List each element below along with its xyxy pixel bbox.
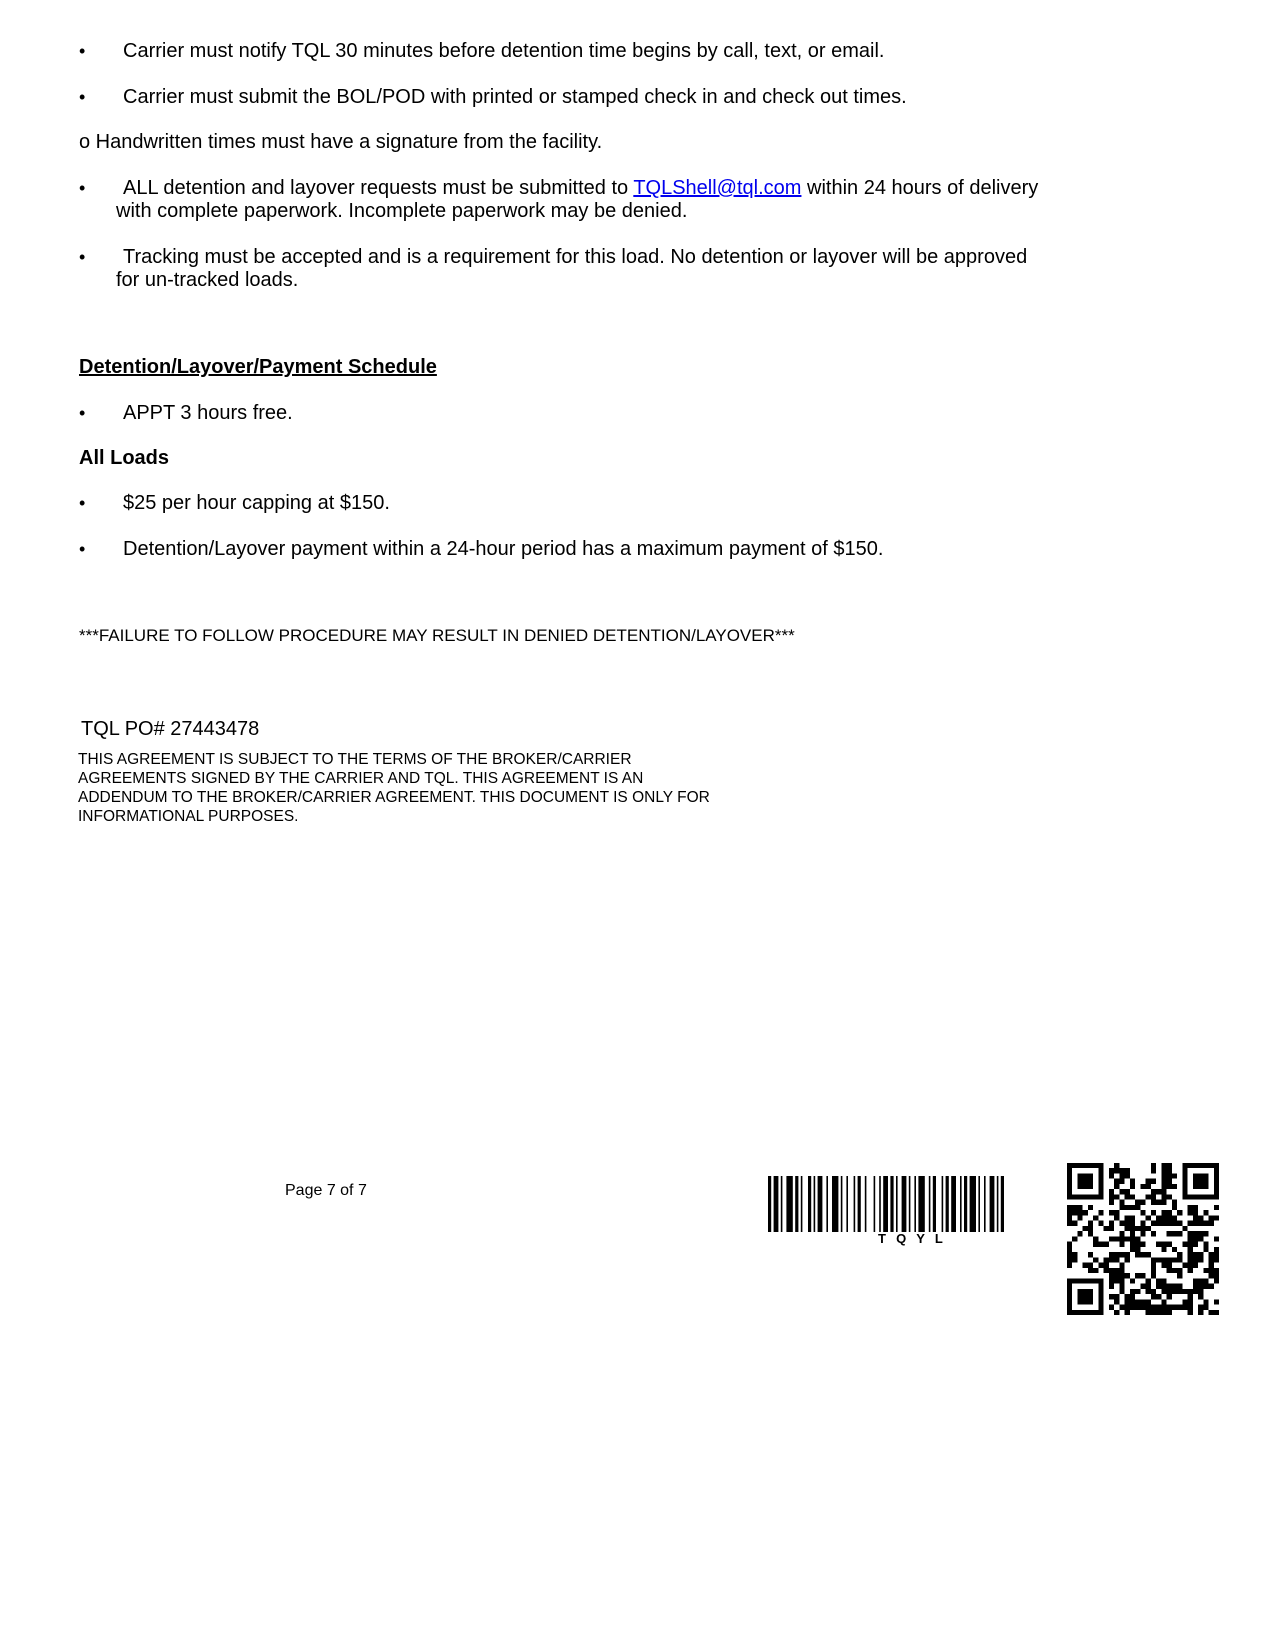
list-item: APPT 3 hours free. <box>123 402 293 424</box>
section-heading: Detention/Layover/Payment Schedule <box>79 356 437 378</box>
bullet-glyph: • <box>79 247 86 267</box>
barcode-image <box>768 1176 1053 1236</box>
warning-text: ***FAILURE TO FOLLOW PROCEDURE MAY RESULT IN DENIED DETENTION/LAYOVER*** <box>79 626 795 645</box>
list-item-continuation: with complete paperwork. Incomplete paperwork may be denied. <box>116 200 688 222</box>
agreement-text <box>78 750 710 826</box>
bullet-glyph: • <box>79 539 86 559</box>
subsection-heading: All Loads <box>79 447 170 469</box>
list-item <box>123 177 1038 200</box>
agreement-line: THIS AGREEMENT IS SUBJECT TO THE TERMS OF THE BROKER/CARRIER <box>78 751 632 768</box>
qr-code-image <box>1067 1163 1219 1315</box>
list-item-continuation: for un-tracked loads. <box>116 269 299 291</box>
email-link[interactable]: TQLShell@tql.com <box>633 177 802 199</box>
bullet-glyph: • <box>79 493 86 513</box>
sub-list-item: o Handwritten times must have a signature from the facility. <box>79 131 603 153</box>
bullet-glyph: • <box>79 403 86 423</box>
list-item-text: ALL detention and layover requests must be submitted to <box>123 177 634 199</box>
list-item: Tracking must be accepted and is a requirement for this load. No detention or layover will be approved <box>123 246 1028 268</box>
list-item: $25 per hour capping at $150. <box>123 492 390 514</box>
page-number: Page 7 of 7 <box>285 1182 367 1199</box>
po-number: TQL PO# 27443478 <box>81 718 260 740</box>
list-item: Carrier must submit the BOL/POD with printed or stamped check in and check out times. <box>123 86 907 108</box>
bullet-glyph: • <box>79 41 86 61</box>
agreement-line: AGREEMENTS SIGNED BY THE CARRIER AND TQL. THIS AGREEMENT IS AN <box>78 770 644 787</box>
agreement-line: INFORMATIONAL PURPOSES. <box>78 808 299 825</box>
bullet-glyph: • <box>79 87 86 107</box>
list-item-text: within 24 hours of delivery <box>801 177 1039 199</box>
agreement-line: ADDENDUM TO THE BROKER/CARRIER AGREEMENT. THIS DOCUMENT IS ONLY FOR <box>78 789 710 806</box>
list-item: Carrier must notify TQL 30 minutes before detention time begins by call, text, or email. <box>123 40 885 62</box>
list-item: Detention/Layover payment within a 24-hour period has a maximum payment of $150. <box>123 538 884 560</box>
barcode-caption: T Q Y L <box>878 1231 944 1246</box>
bullet-glyph: • <box>79 178 86 198</box>
